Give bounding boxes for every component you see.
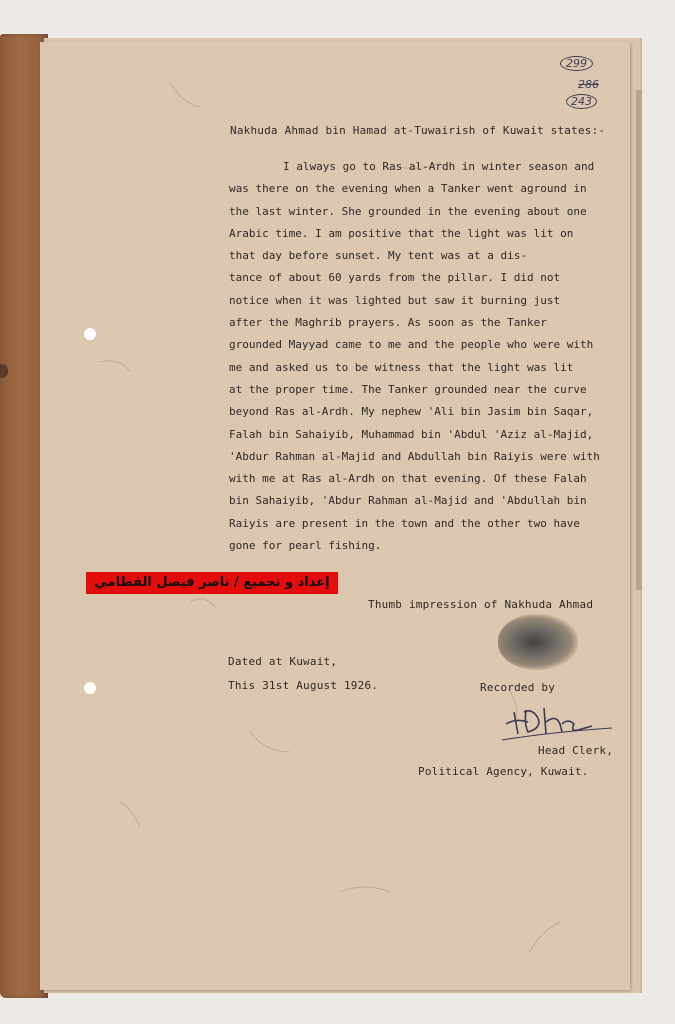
folio-number-struck: 286 bbox=[578, 78, 599, 91]
body-line: me and asked us to be witness that the light was lit bbox=[229, 360, 574, 374]
body-line: that day before sunset. My tent was at a dis- bbox=[229, 249, 528, 263]
dated-place: Dated at Kuwait, bbox=[228, 655, 338, 668]
dated-date: This 31st August 1926. bbox=[228, 679, 379, 692]
signer-title: Head Clerk, bbox=[538, 744, 614, 757]
compiler-credit-banner: إعداد و تجميع / ناصر فيصل القطامي bbox=[86, 572, 338, 594]
punch-hole bbox=[84, 682, 96, 694]
handwritten-signature bbox=[500, 700, 620, 745]
recorded-by-label: Recorded by bbox=[480, 681, 556, 694]
statement-heading: Nakhuda Ahmad bin Hamad at-Tuwairish of Kuwait states:- bbox=[230, 124, 606, 137]
statement-body bbox=[229, 160, 600, 561]
page-edge bbox=[636, 90, 642, 590]
body-line: bin Sahaiyib, 'Abdur Rahman al-Majid and 'Abdullah bin bbox=[229, 494, 587, 508]
body-line: gone for pearl fishing. bbox=[229, 539, 382, 553]
body-line: Arabic time. I am positive that the light was lit on bbox=[229, 226, 574, 240]
folio-number-old: 243 bbox=[566, 94, 597, 109]
signer-office: Political Agency, Kuwait. bbox=[418, 765, 589, 778]
body-line: notice when it was lighted but saw it burning just bbox=[229, 293, 561, 307]
thumb-impression-label: Thumb impression of Nakhuda Ahmad bbox=[368, 598, 594, 611]
body-line: with me at Ras al-Ardh on that evening. Of these Falah bbox=[229, 472, 587, 486]
body-line: Raiyis are present in the town and the other two have bbox=[229, 516, 580, 530]
body-line: Falah bin Sahaiyib, Muhammad bin 'Abdul 'Aziz al-Majid, bbox=[229, 427, 594, 441]
body-line: 'Abdur Rahman al-Majid and Abdullah bin Raiyis were with bbox=[229, 449, 600, 463]
punch-hole bbox=[84, 328, 96, 340]
body-line: grounded Mayyad came to me and the people who were with bbox=[229, 338, 594, 352]
body-line: tance of about 60 yards from the pillar. I did not bbox=[229, 271, 561, 285]
thumbprint-image bbox=[498, 614, 578, 670]
cover-fastener bbox=[0, 364, 8, 378]
body-line: I always go to Ras al-Ardh in winter season and bbox=[283, 160, 595, 173]
body-line: at the proper time. The Tanker grounded near the curve bbox=[229, 382, 587, 396]
body-line: beyond Ras al-Ardh. My nephew 'Ali bin Jasim bin Saqar, bbox=[229, 405, 594, 419]
folio-number-current: 299 bbox=[560, 56, 593, 71]
body-line: was there on the evening when a Tanker went aground in bbox=[229, 182, 587, 196]
body-line: after the Maghrib prayers. As soon as the Tanker bbox=[229, 316, 547, 330]
body-line: the last winter. She grounded in the evening about one bbox=[229, 204, 587, 218]
